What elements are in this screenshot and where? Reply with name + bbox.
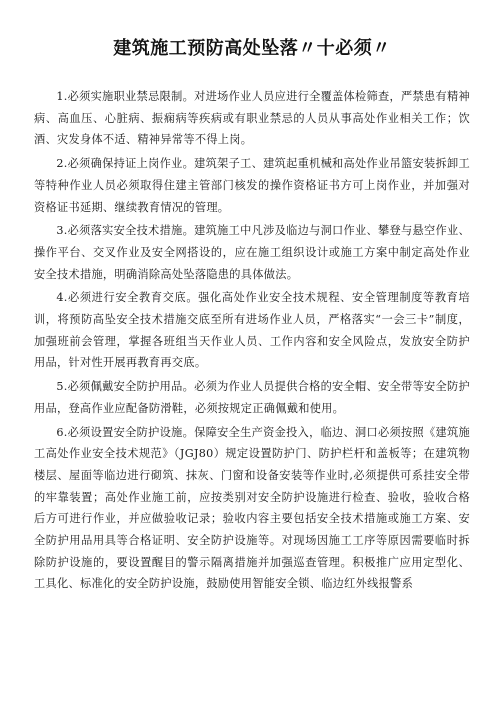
document-title: 建筑施工预防高处坠落〃十必须〃 [113,38,391,59]
paragraph-3: 3.必须落实安全技术措施。建筑施工中凡涉及临边与洞口作业、攀登与悬空作业、操作平台、交叉作业及安全网搭设的，应在施工组织设计或施工方案中制定高处作业安全技术措施，明确消除高处坠落隐患的具体做法。 [34,224,470,281]
paragraph-5: 5.必须佩戴安全防护用品。必须为作业人员提供合格的安全帽、安全带等安全防护用品，登高作业应配备防滑鞋，必须按规定正确佩戴和使用。 [34,380,470,415]
document-page [34,36,470,597]
paragraph-2: 2.必须确保持证上岗作业。建筑架子工、建筑起重机械和高处作业吊篮安装拆卸工等特种作业人员必须取得住建主管部门核发的操作资格证书方可上岗作业，并加强对资格证书延期、继续教育情况的管理。 [34,157,470,214]
paragraph-1: 1.必须实施职业禁忌限制。对进场作业人员应进行全覆盖体检筛查，严禁患有精神病、高血压、心脏病、振痫病等疾病或有职业禁忌的人员从事高处作业相关工作；饮酒、灾发身体不适、精神异常等不得上岗。 [34,90,470,147]
paragraph-6: 6.必须设置安全防护设施。保障安全生产资金投入，临边、洞口必须按照《建筑施工高处作业安全技术规范》（JGJ80）规定设置防护门、防护栏杆和盖板等；在建筑物楼层、屋面等临边进行砌筑、抹灰、门窗和设备安装等作业时,必须提供可系挂安全带的牢靠装置；高处作业施工前，应按类别对安全防护设施进行检查、验收，验收合格后方可进行作业，并应做验收记录；验收内容主要包括安全技术措施或施工方案、安全防护用品用具等合格证明、安全防护设施等。对现场因施工工序等原因需要临时拆除防护设施的，要设置醒目的警示隔离措施并加强巡查管理。积极推广应用定型化、工具化、标准化的安全防护设施，鼓励使用智能安全锁、临边红外线报警系 [34,425,470,591]
paragraph-4: 4.必须进行安全教育交底。强化高处作业安全技术规程、安全管理制度等教育培训，将预防高坠安全技术措施交底至所有进场作业人员，严格落实“一会三卡”制度，加强班前会管理，掌握各班组当天作业人员、工作内容和安全风险点，发放安全防护用品，针对性开展再教育再交底。 [34,291,470,370]
